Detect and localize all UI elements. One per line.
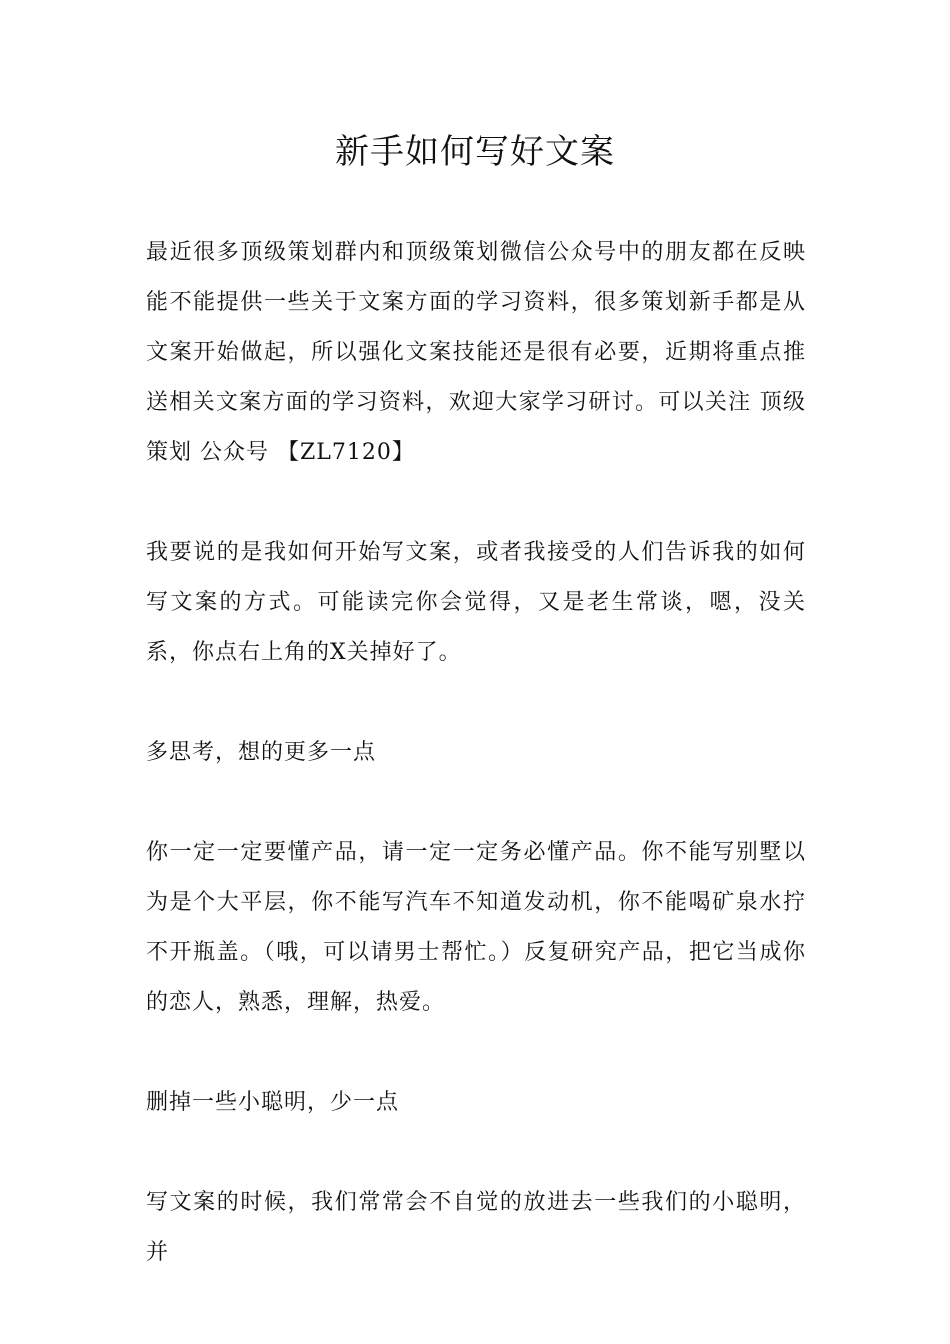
paragraph-spacer [146,678,806,728]
paragraph-how-to-start: 我要说的是我如何开始写文案，或者我接受的人们告诉我的如何写文案的方式。可能读完你会觉得，又是老生常谈，嗯，没关系，你点右上角的X关掉好了。 [146,540,806,665]
paragraph-spacer [146,478,806,528]
paragraph-spacer [146,1128,806,1178]
document-body [146,228,806,1278]
section-heading-less-cleverness: 删掉一些小聪明，少一点 [146,1090,400,1115]
paragraph-spacer [146,778,806,828]
document-title: 新手如何写好文案 [335,132,615,172]
paragraph-spacer [146,1028,806,1078]
section-heading-think-more: 多思考，想的更多一点 [146,740,377,765]
paragraph-writing-copy: 写文案的时候，我们常常会不自觉的放进去一些我们的小聪明，并 [146,1190,806,1265]
paragraph-know-product: 你一定一定要懂产品，请一定一定务必懂产品。你不能写别墅以为是个大平层，你不能写汽车不知道发动机，你不能喝矿泉水拧不开瓶盖。（哦，可以请男士帮忙。）反复研究产品，把它当成你的恋人，熟悉，理解，热爱。 [146,840,806,1015]
paragraph-intro: 最近很多顶级策划群内和顶级策划微信公众号中的朋友都在反映能不能提供一些关于文案方面的学习资料，很多策划新手都是从文案开始做起，所以强化文案技能还是很有必要，近期将重点推送相关文案方面的学习资料，欢迎大家学习研讨。可以关注 顶级策划 公众号 【ZL7120】 [146,240,806,465]
